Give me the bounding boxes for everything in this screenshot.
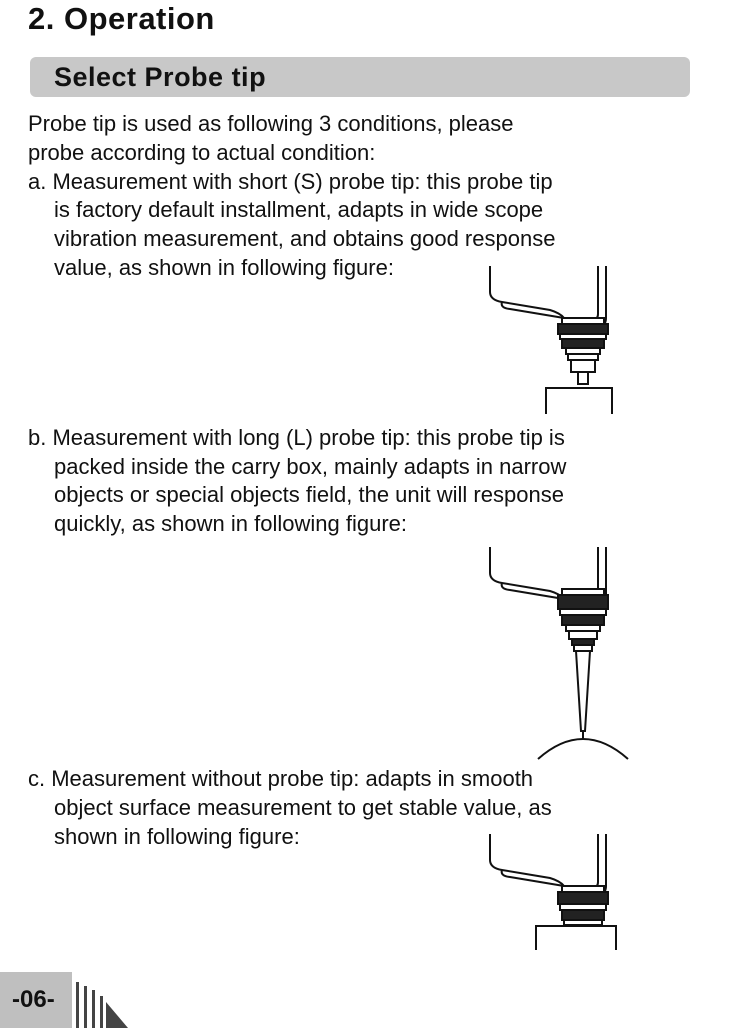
intro-line: probe according to actual condition: <box>28 140 376 165</box>
long-probe-tip-figure <box>480 543 630 765</box>
item-a-line: a. Measurement with short (S) probe tip: this probe tip <box>28 169 553 194</box>
item-b-line: quickly, as shown in following figure: <box>54 511 407 536</box>
section-header <box>30 57 690 97</box>
page-number: -06- <box>12 986 55 1013</box>
intro-line: Probe tip is used as following 3 conditions, please <box>28 111 514 136</box>
item-c-line: shown in following figure: <box>54 824 300 849</box>
item-b-line: b. Measurement with long (L) probe tip: this probe tip is <box>28 425 565 450</box>
item-a-line: is factory default installment, adapts in wide scope <box>54 197 544 222</box>
item-b-line: packed inside the carry box, mainly adapts in narrow <box>54 454 567 479</box>
item-b-line: objects or special objects field, the unit will response <box>54 482 564 507</box>
page-number-box <box>0 972 72 1028</box>
item-c-line: c. Measurement without probe tip: adapts in smooth <box>28 766 534 791</box>
item-a-line: vibration measurement, and obtains good response <box>54 226 556 251</box>
page-corner-stripes-icon <box>72 972 132 1028</box>
short-probe-tip-figure <box>480 262 630 414</box>
item-c-line: object surface measurement to get stable value, as <box>54 795 552 820</box>
page-heading: 2. Operation <box>28 1 215 36</box>
section-title: Select Probe tip <box>54 62 267 92</box>
no-probe-tip-figure <box>480 830 630 952</box>
item-a-line: value, as shown in following figure: <box>54 255 394 280</box>
